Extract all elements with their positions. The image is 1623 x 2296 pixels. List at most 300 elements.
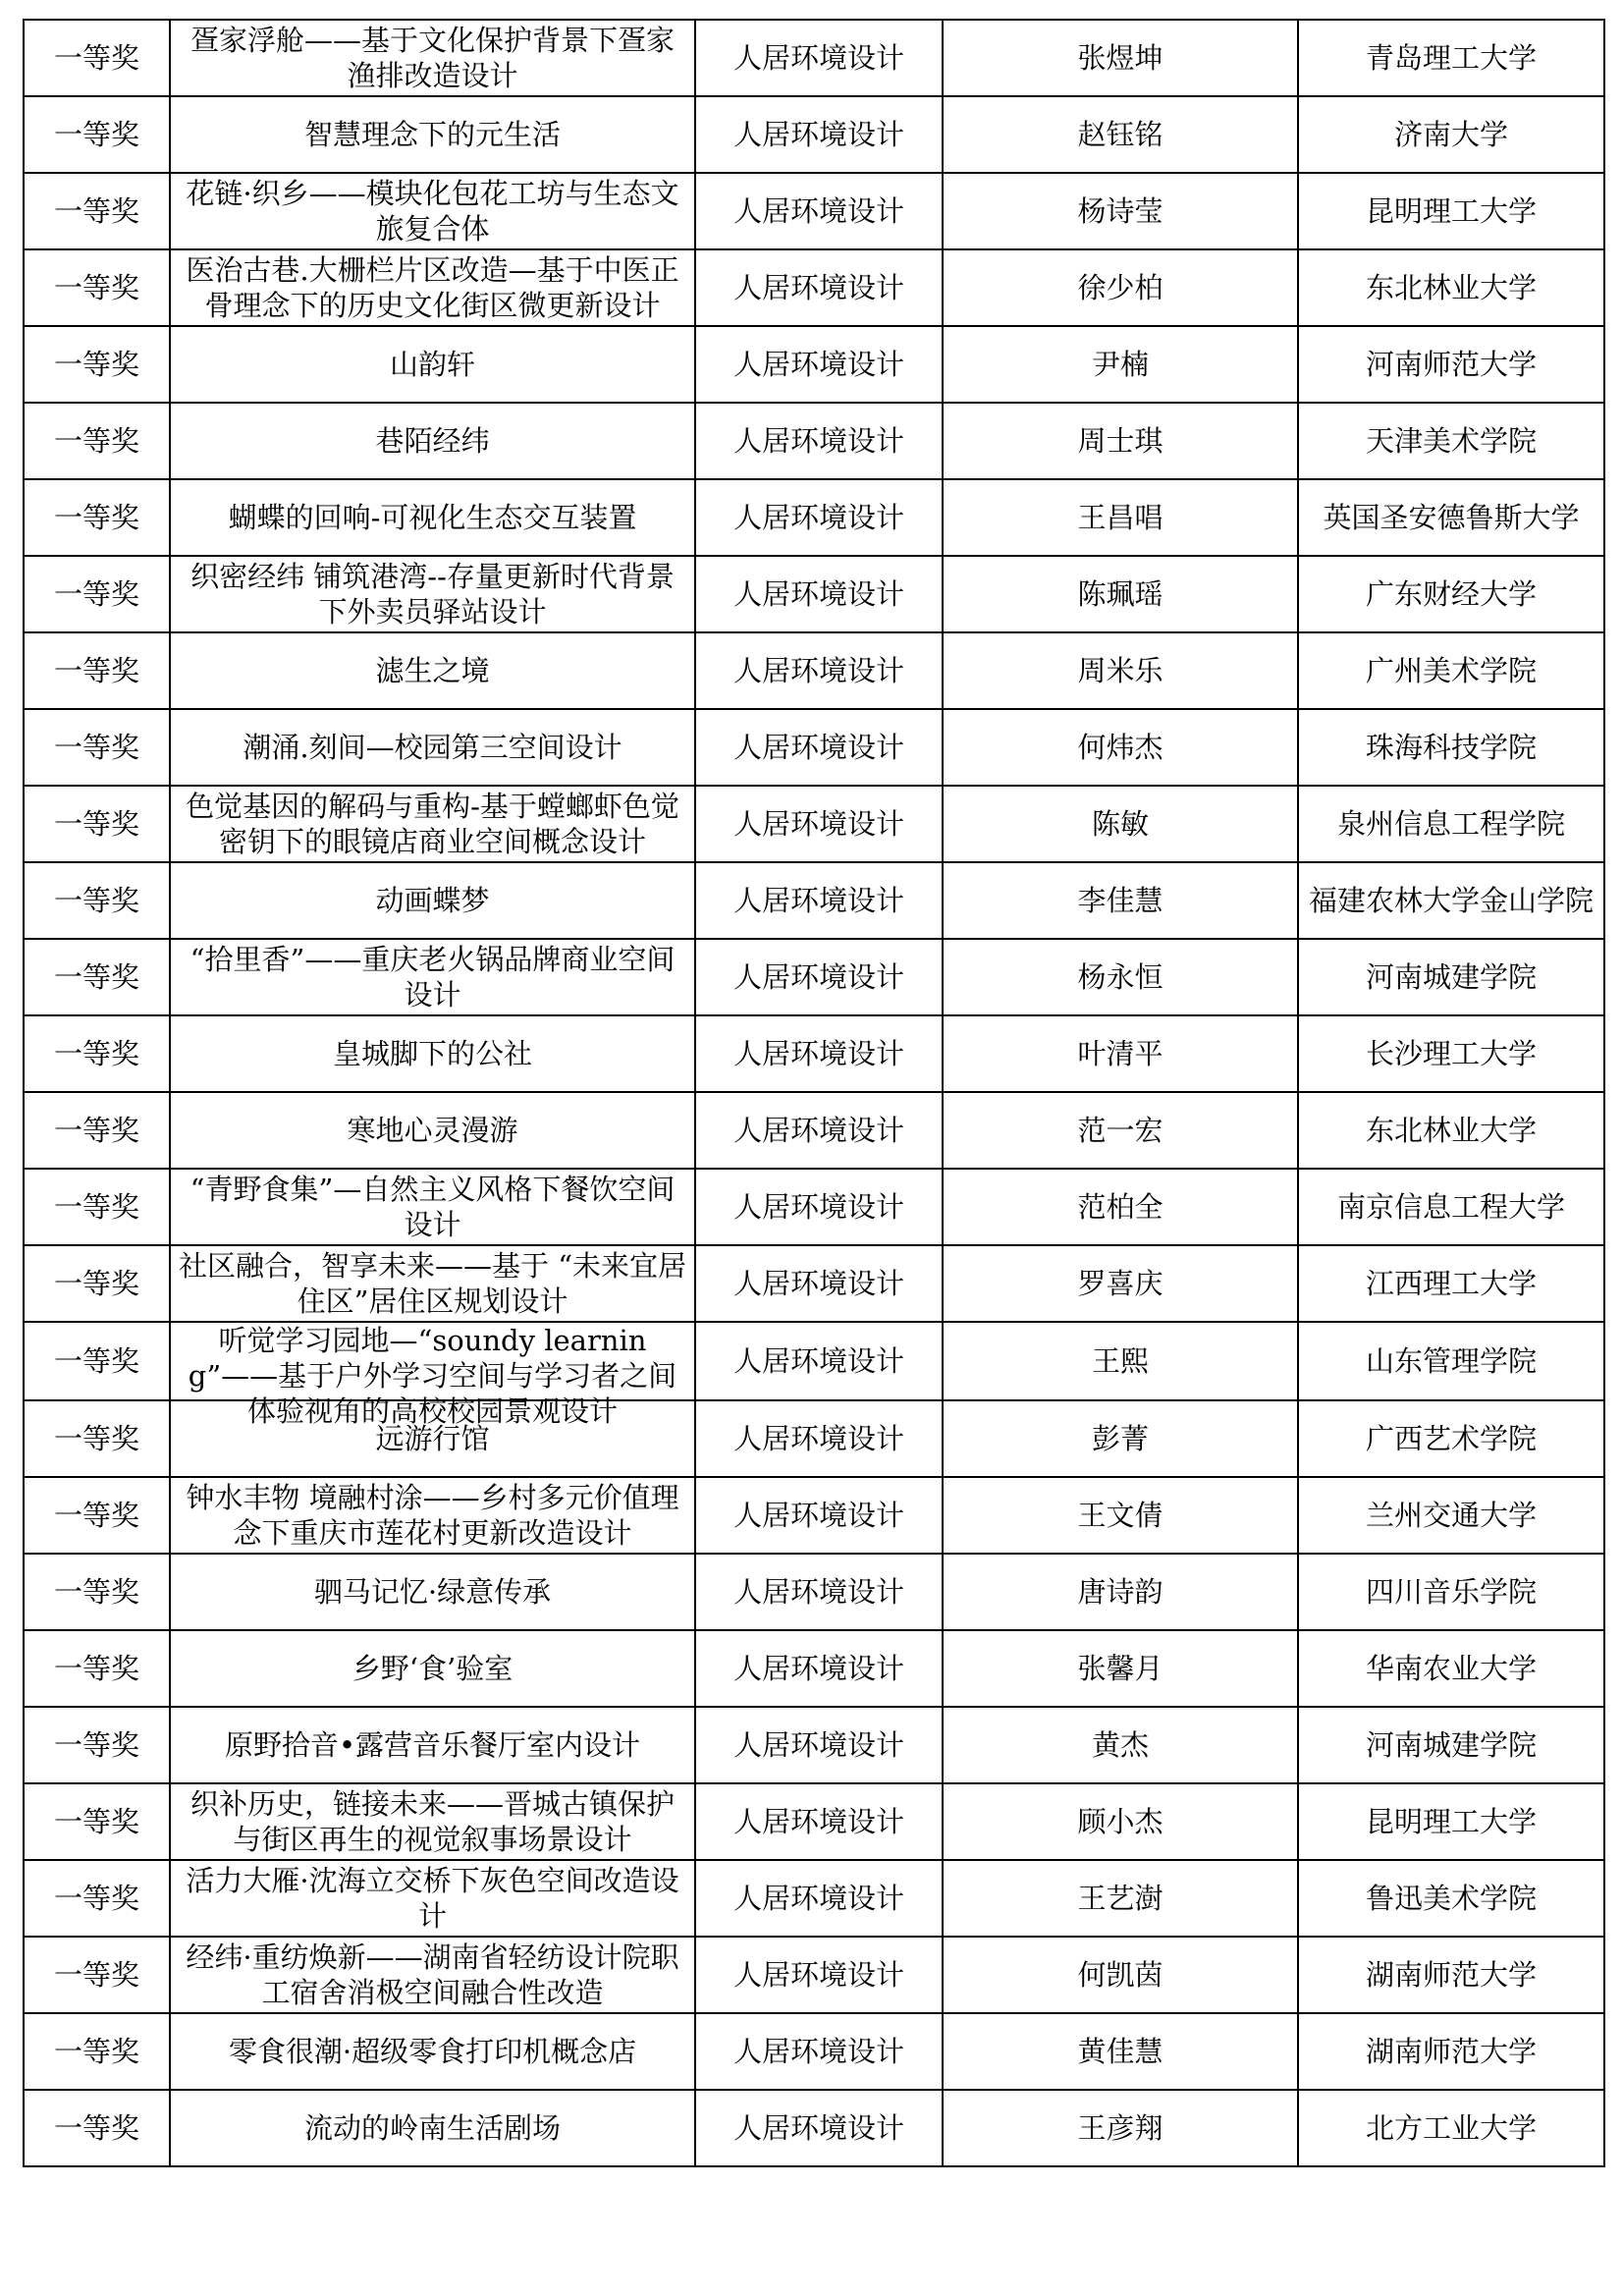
author-name-text: 赵钰铭	[1077, 118, 1163, 151]
award-level-cell	[24, 709, 170, 786]
author-name-cell	[943, 1400, 1298, 1477]
category-cell	[695, 1477, 943, 1554]
category-cell	[695, 1169, 943, 1245]
award-level-cell	[24, 1169, 170, 1245]
category-text: 人居环境设计	[732, 348, 904, 381]
award-level-cell	[24, 1092, 170, 1169]
work-title-text: 寒地心灵漫游	[347, 1114, 518, 1147]
award-level-text: 一等奖	[53, 1037, 139, 1070]
school-cell	[1298, 862, 1604, 939]
author-name-cell	[943, 1015, 1298, 1092]
school-cell	[1298, 2013, 1604, 2090]
award-level-cell	[24, 1707, 170, 1783]
table-row	[24, 1092, 1604, 1169]
work-title-text: 远游行馆	[375, 1422, 490, 1455]
author-name-cell	[943, 96, 1298, 173]
award-level-cell	[24, 1477, 170, 1554]
school-text: 江西理工大学	[1365, 1267, 1537, 1300]
award-level-text: 一等奖	[53, 2111, 139, 2145]
school-text: 山东管理学院	[1365, 1344, 1537, 1378]
work-title-cell	[170, 403, 695, 479]
table-row	[24, 1322, 1604, 1400]
category-text: 人居环境设计	[732, 960, 904, 994]
category-cell	[695, 249, 943, 326]
author-name-text: 罗喜庆	[1077, 1267, 1163, 1300]
award-level-text: 一等奖	[53, 1728, 139, 1762]
category-cell	[695, 939, 943, 1015]
award-level-cell	[24, 2090, 170, 2166]
work-title-cell	[170, 786, 695, 862]
school-cell	[1298, 96, 1604, 173]
table-row	[24, 403, 1604, 479]
award-level-text: 一等奖	[53, 1958, 139, 1992]
award-level-text: 一等奖	[53, 271, 139, 304]
author-name-cell	[943, 1860, 1298, 1937]
school-text: 湖南师范大学	[1365, 1958, 1537, 1992]
table-row	[24, 326, 1604, 403]
work-title-cell	[170, 1783, 695, 1860]
category-cell	[695, 20, 943, 96]
school-cell	[1298, 1860, 1604, 1937]
award-level-cell	[24, 20, 170, 96]
table-row	[24, 786, 1604, 862]
work-title-cell	[170, 1322, 695, 1428]
author-name-cell	[943, 326, 1298, 403]
category-cell	[695, 96, 943, 173]
table-row	[24, 1707, 1604, 1783]
category-cell	[695, 786, 943, 862]
work-title-cell	[170, 862, 695, 939]
work-title-cell	[170, 1937, 695, 2013]
author-name-text: 顾小杰	[1077, 1805, 1163, 1838]
award-level-text: 一等奖	[53, 731, 139, 764]
author-name-cell	[943, 1477, 1298, 1554]
award-level-text: 一等奖	[53, 1267, 139, 1300]
work-title-text: 智慧理念下的元生活	[303, 118, 561, 151]
category-cell	[695, 1554, 943, 1630]
author-name-text: 杨永恒	[1077, 960, 1163, 994]
category-cell	[695, 1783, 943, 1860]
category-text: 人居环境设计	[732, 1344, 904, 1378]
school-text: 湖南师范大学	[1365, 2035, 1537, 2068]
award-level-cell	[24, 173, 170, 249]
school-cell	[1298, 1554, 1604, 1630]
school-cell	[1298, 1092, 1604, 1169]
award-level-text: 一等奖	[53, 884, 139, 917]
author-name-cell	[943, 1245, 1298, 1322]
work-title-cell	[170, 479, 695, 556]
award-level-cell	[24, 1245, 170, 1322]
author-name-cell	[943, 2013, 1298, 2090]
category-cell	[695, 1707, 943, 1783]
table-row	[24, 1860, 1604, 1937]
table-row	[24, 862, 1604, 939]
school-text: 南京信息工程大学	[1336, 1190, 1565, 1224]
category-text: 人居环境设计	[732, 807, 904, 841]
work-title-text: 乡野‘食’验室	[352, 1652, 514, 1685]
category-cell	[695, 1630, 943, 1707]
award-level-cell	[24, 403, 170, 479]
award-level-cell	[24, 1630, 170, 1707]
work-title-text: 皇城脚下的公社	[332, 1037, 532, 1070]
school-cell	[1298, 1937, 1604, 2013]
category-cell	[695, 556, 943, 632]
category-text: 人居环境设计	[732, 1805, 904, 1838]
work-title-cell	[170, 249, 695, 326]
category-text: 人居环境设计	[732, 1728, 904, 1762]
author-name-cell	[943, 173, 1298, 249]
author-name-text: 徐少柏	[1077, 271, 1163, 304]
category-text: 人居环境设计	[732, 1652, 904, 1685]
table-row	[24, 173, 1604, 249]
work-title-text: 山韵轩	[389, 348, 475, 381]
award-level-text: 一等奖	[53, 1344, 139, 1378]
work-title-cell	[170, 2013, 695, 2090]
award-level-text: 一等奖	[53, 1882, 139, 1915]
award-level-text: 一等奖	[53, 1575, 139, 1609]
work-title-text: 活力大雁·沈海立交桥下灰色空间改造设计	[186, 1864, 679, 1933]
table-row	[24, 632, 1604, 709]
award-level-text: 一等奖	[53, 807, 139, 841]
table-row	[24, 939, 1604, 1015]
work-title-cell	[170, 709, 695, 786]
award-level-cell	[24, 786, 170, 862]
award-level-cell	[24, 1783, 170, 1860]
author-name-text: 王熙	[1091, 1344, 1149, 1378]
work-title-cell	[170, 556, 695, 632]
category-cell	[695, 173, 943, 249]
author-name-cell	[943, 556, 1298, 632]
author-name-text: 周士琪	[1077, 424, 1163, 458]
award-level-cell	[24, 632, 170, 709]
table-row	[24, 709, 1604, 786]
award-level-text: 一等奖	[53, 960, 139, 994]
category-cell	[695, 1015, 943, 1092]
category-cell	[695, 403, 943, 479]
award-level-cell	[24, 1400, 170, 1477]
category-text: 人居环境设计	[732, 424, 904, 458]
work-title-text: “青野食集”—自然主义风格下餐饮空间设计	[189, 1173, 676, 1241]
school-cell	[1298, 939, 1604, 1015]
category-text: 人居环境设计	[732, 1958, 904, 1992]
work-title-text: 织密经纬 铺筑港湾--存量更新时代背景下外卖员驿站设计	[190, 560, 675, 629]
category-cell	[695, 479, 943, 556]
award-level-text: 一等奖	[53, 424, 139, 458]
author-name-cell	[943, 786, 1298, 862]
work-title-text: 钟水丰物 境融村涂——乡村多元价值理念下重庆市莲花村更新改造设计	[186, 1481, 679, 1550]
table-row	[24, 96, 1604, 173]
category-cell	[695, 1245, 943, 1322]
table-row	[24, 2013, 1604, 2090]
table-row	[24, 1630, 1604, 1707]
category-text: 人居环境设计	[732, 41, 904, 75]
author-name-text: 何凯茵	[1077, 1958, 1163, 1992]
school-cell	[1298, 326, 1604, 403]
category-text: 人居环境设计	[732, 731, 904, 764]
category-cell	[695, 709, 943, 786]
school-text: 广东财经大学	[1365, 577, 1537, 611]
work-title-cell	[170, 96, 695, 173]
work-title-cell	[170, 326, 695, 403]
work-title-text: 疍家浮舱——基于文化保护背景下疍家渔排改造设计	[189, 24, 675, 92]
author-name-text: 范一宏	[1077, 1114, 1163, 1147]
school-text: 昆明理工大学	[1365, 1805, 1537, 1838]
work-title-text: 织补历史，链接未来——晋城古镇保护与街区再生的视觉叙事场景设计	[189, 1787, 675, 1856]
school-cell	[1298, 632, 1604, 709]
award-level-cell	[24, 1554, 170, 1630]
school-cell	[1298, 1169, 1604, 1245]
author-name-text: 彭菁	[1091, 1422, 1149, 1455]
author-name-cell	[943, 2090, 1298, 2166]
author-name-cell	[943, 1169, 1298, 1245]
work-title-text: 流动的岭南生活剧场	[303, 2111, 561, 2145]
author-name-text: 杨诗莹	[1077, 194, 1163, 228]
work-title-text: 社区融合，智享未来——基于 “未来宜居住区”居住区规划设计	[178, 1249, 687, 1318]
table-row	[24, 1169, 1604, 1245]
work-title-text: 动画蝶梦	[375, 884, 490, 917]
work-title-text: 零食很潮·超级零食打印机概念店	[228, 2035, 637, 2068]
author-name-text: 何炜杰	[1077, 731, 1163, 764]
work-title-text: 医治古巷.大栅栏片区改造—基于中医正骨理念下的历史文化街区微更新设计	[186, 253, 679, 322]
category-cell	[695, 2013, 943, 2090]
table-row	[24, 1937, 1604, 2013]
table-row	[24, 1554, 1604, 1630]
category-text: 人居环境设计	[732, 577, 904, 611]
award-level-cell	[24, 862, 170, 939]
school-cell	[1298, 403, 1604, 479]
school-text: 东北林业大学	[1365, 271, 1537, 304]
award-level-cell	[24, 1860, 170, 1937]
school-cell	[1298, 1477, 1604, 1554]
school-cell	[1298, 1630, 1604, 1707]
category-cell	[695, 1937, 943, 2013]
author-name-text: 范柏全	[1077, 1190, 1163, 1224]
work-title-cell	[170, 1169, 695, 1245]
work-title-text: 经纬·重纺焕新——湖南省轻纺设计院职工宿舍消极空间融合性改造	[186, 1941, 679, 2009]
table-row	[24, 1783, 1604, 1860]
award-level-text: 一等奖	[53, 1499, 139, 1532]
school-text: 长沙理工大学	[1365, 1037, 1537, 1070]
category-text: 人居环境设计	[732, 1422, 904, 1455]
school-text: 鲁迅美术学院	[1365, 1882, 1537, 1915]
author-name-cell	[943, 1092, 1298, 1169]
category-text: 人居环境设计	[732, 1190, 904, 1224]
table-row	[24, 2090, 1604, 2166]
author-name-cell	[943, 1630, 1298, 1707]
table-row	[24, 20, 1604, 96]
work-title-cell	[170, 1015, 695, 1092]
award-level-text: 一等奖	[53, 118, 139, 151]
school-text: 兰州交通大学	[1365, 1499, 1537, 1532]
award-level-cell	[24, 1322, 170, 1400]
school-cell	[1298, 1015, 1604, 1092]
author-name-text: 张煜坤	[1077, 41, 1163, 75]
school-text: 英国圣安德鲁斯大学	[1323, 501, 1580, 534]
work-title-cell	[170, 1630, 695, 1707]
author-name-text: 李佳慧	[1077, 884, 1163, 917]
work-title-text: 色觉基因的解码与重构-基于螳螂虾色觉密钥下的眼镜店商业空间概念设计	[186, 790, 679, 858]
work-title-cell	[170, 20, 695, 96]
table-row	[24, 249, 1604, 326]
category-text: 人居环境设计	[732, 2111, 904, 2145]
award-level-text: 一等奖	[53, 41, 139, 75]
school-text: 河南城建学院	[1365, 1728, 1537, 1762]
author-name-text: 陈敏	[1091, 807, 1149, 841]
category-cell	[695, 326, 943, 403]
category-cell	[695, 1092, 943, 1169]
school-text: 四川音乐学院	[1365, 1575, 1537, 1609]
award-level-cell	[24, 249, 170, 326]
work-title-text: 滤生之境	[375, 654, 490, 687]
category-cell	[695, 862, 943, 939]
award-level-text: 一等奖	[53, 1114, 139, 1147]
award-level-text: 一等奖	[53, 1190, 139, 1224]
author-name-text: 叶清平	[1077, 1037, 1163, 1070]
school-cell	[1298, 2090, 1604, 2166]
award-level-cell	[24, 939, 170, 1015]
award-level-text: 一等奖	[53, 2035, 139, 2068]
school-cell	[1298, 709, 1604, 786]
school-cell	[1298, 786, 1604, 862]
author-name-cell	[943, 1707, 1298, 1783]
award-level-text: 一等奖	[53, 348, 139, 381]
category-text: 人居环境设计	[732, 1037, 904, 1070]
work-title-cell	[170, 632, 695, 709]
author-name-cell	[943, 1783, 1298, 1860]
table-row	[24, 1245, 1604, 1322]
award-level-text: 一等奖	[53, 654, 139, 687]
school-text: 泉州信息工程学院	[1336, 807, 1565, 841]
author-name-text: 王昌唱	[1077, 501, 1163, 534]
award-level-cell	[24, 96, 170, 173]
work-title-text: 巷陌经纬	[375, 424, 490, 458]
work-title-text: 花链·织乡——模块化包花工坊与生态文旅复合体	[186, 177, 679, 246]
category-text: 人居环境设计	[732, 654, 904, 687]
author-name-text: 张馨月	[1077, 1652, 1163, 1685]
author-name-cell	[943, 1322, 1298, 1400]
category-text: 人居环境设计	[732, 884, 904, 917]
work-title-text: 潮涌.刻间—校园第三空间设计	[243, 731, 622, 764]
category-cell	[695, 1860, 943, 1937]
school-cell	[1298, 1783, 1604, 1860]
work-title-cell	[170, 1707, 695, 1783]
author-name-text: 周米乐	[1077, 654, 1163, 687]
school-cell	[1298, 1322, 1604, 1400]
school-cell	[1298, 1245, 1604, 1322]
category-cell	[695, 1400, 943, 1477]
author-name-cell	[943, 249, 1298, 326]
school-text: 济南大学	[1393, 118, 1508, 151]
school-text: 东北林业大学	[1365, 1114, 1537, 1147]
work-title-cell	[170, 1245, 695, 1322]
work-title-cell	[170, 1860, 695, 1937]
author-name-cell	[943, 939, 1298, 1015]
author-name-text: 黄佳慧	[1077, 2035, 1163, 2068]
author-name-cell	[943, 20, 1298, 96]
school-text: 广西艺术学院	[1365, 1422, 1537, 1455]
school-cell	[1298, 556, 1604, 632]
school-text: 华南农业大学	[1365, 1652, 1537, 1685]
award-table-body	[24, 20, 1604, 2166]
award-level-cell	[24, 1937, 170, 2013]
category-text: 人居环境设计	[732, 1114, 904, 1147]
work-title-text: 驷马记忆·绿意传承	[313, 1575, 552, 1609]
author-name-text: 黄杰	[1091, 1728, 1149, 1762]
award-level-text: 一等奖	[53, 194, 139, 228]
author-name-cell	[943, 1554, 1298, 1630]
work-title-text: “拾里香”——重庆老火锅品牌商业空间设计	[189, 943, 676, 1011]
school-text: 广州美术学院	[1365, 654, 1537, 687]
category-text: 人居环境设计	[732, 501, 904, 534]
award-level-text: 一等奖	[53, 577, 139, 611]
school-text: 北方工业大学	[1365, 2111, 1537, 2145]
category-text: 人居环境设计	[732, 1267, 904, 1300]
category-text: 人居环境设计	[732, 118, 904, 151]
school-text: 河南师范大学	[1365, 348, 1537, 381]
author-name-text: 王艺澍	[1077, 1882, 1163, 1915]
category-text: 人居环境设计	[732, 1499, 904, 1532]
award-level-cell	[24, 479, 170, 556]
award-level-text: 一等奖	[53, 1652, 139, 1685]
school-cell	[1298, 173, 1604, 249]
category-text: 人居环境设计	[732, 1882, 904, 1915]
category-cell	[695, 1322, 943, 1400]
category-text: 人居环境设计	[732, 194, 904, 228]
work-title-cell	[170, 173, 695, 249]
award-table	[23, 19, 1605, 2167]
author-name-text: 王彦翔	[1077, 2111, 1163, 2145]
author-name-cell	[943, 632, 1298, 709]
category-cell	[695, 632, 943, 709]
author-name-text: 陈珮瑶	[1077, 577, 1163, 611]
category-text: 人居环境设计	[732, 1575, 904, 1609]
work-title-text: 蝴蝶的回响-可视化生态交互装置	[228, 501, 637, 534]
work-title-cell	[170, 1554, 695, 1630]
table-row	[24, 1015, 1604, 1092]
author-name-cell	[943, 709, 1298, 786]
award-level-cell	[24, 326, 170, 403]
school-text: 福建农林大学金山学院	[1308, 884, 1594, 917]
author-name-text: 王文倩	[1077, 1499, 1163, 1532]
school-text: 河南城建学院	[1365, 960, 1537, 994]
school-cell	[1298, 20, 1604, 96]
school-cell	[1298, 1400, 1604, 1477]
work-title-cell	[170, 1477, 695, 1554]
school-cell	[1298, 479, 1604, 556]
award-level-cell	[24, 1015, 170, 1092]
author-name-cell	[943, 403, 1298, 479]
work-title-cell	[170, 2090, 695, 2166]
award-level-text: 一等奖	[53, 1422, 139, 1455]
school-cell	[1298, 1707, 1604, 1783]
category-text: 人居环境设计	[732, 2035, 904, 2068]
author-name-text: 唐诗韵	[1077, 1575, 1163, 1609]
category-cell	[695, 2090, 943, 2166]
table-row	[24, 1477, 1604, 1554]
school-text: 天津美术学院	[1365, 424, 1537, 458]
author-name-cell	[943, 1937, 1298, 2013]
award-level-text: 一等奖	[53, 501, 139, 534]
author-name-text: 尹楠	[1091, 348, 1149, 381]
category-text: 人居环境设计	[732, 271, 904, 304]
author-name-cell	[943, 862, 1298, 939]
award-level-text: 一等奖	[53, 1805, 139, 1838]
table-row	[24, 556, 1604, 632]
work-title-cell	[170, 939, 695, 1015]
author-name-cell	[943, 479, 1298, 556]
school-cell	[1298, 249, 1604, 326]
work-title-text: 听觉学习园地—“soundy learning”——基于户外学习空间与学习者之间体验视角的高校校园景观设计	[188, 1324, 677, 1428]
